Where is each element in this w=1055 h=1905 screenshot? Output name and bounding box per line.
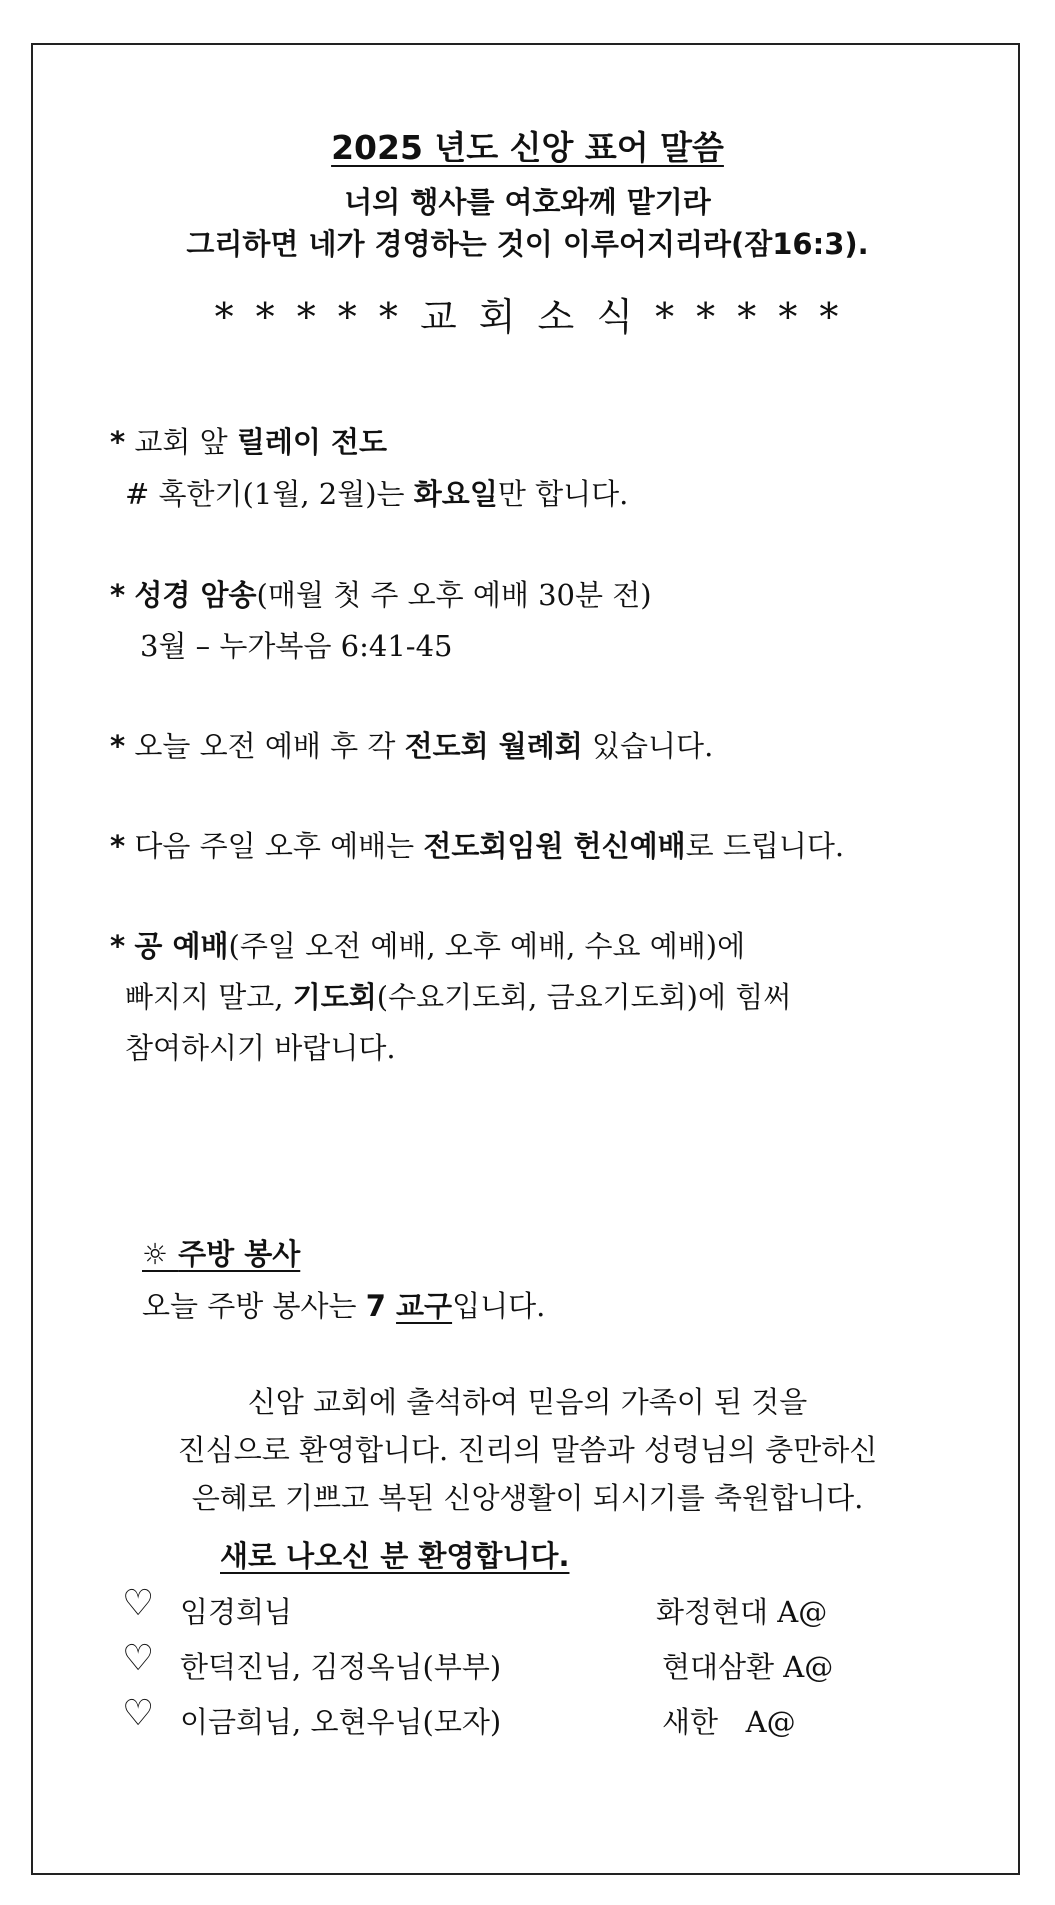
news-item-memorize: * 성경 암송(매월 첫 주 오후 예배 30분 전) <box>110 578 652 612</box>
newcomer-row <box>122 1583 154 1624</box>
kitchen-info: 오늘 주방 봉사는 7 교구입니다. <box>142 1289 546 1323</box>
newcomer-address: 현대삼환 A@ <box>662 1650 834 1684</box>
sun-icon: ☼ <box>142 1237 168 1271</box>
newcomer-address: 화정현대 A@ <box>656 1595 828 1629</box>
newcomer-row <box>122 1638 154 1679</box>
heart-icon: ♡ <box>122 1583 155 1624</box>
news-item-memorize-sub: 3월 – 누가복음 6:41-45 <box>140 629 453 663</box>
news-item-dedication-service: * 다음 주일 오후 예배는 전도회임원 헌신예배로 드립니다. <box>110 829 845 863</box>
heart-icon: ♡ <box>122 1638 155 1679</box>
newcomer-heading: 새로 나오신 분 환영합니다. <box>220 1539 570 1573</box>
news-item-worship-line2: 빠지지 말고, 기도회(수요기도회, 금요기도회)에 힘써 <box>125 980 792 1014</box>
motto-verse-line1: 너의 행사를 여호와께 맡기라 <box>344 185 711 219</box>
motto-title: 2025 년도 신앙 표어 말씀 <box>331 128 724 167</box>
newcomer-name: 임경희님 <box>180 1595 293 1629</box>
welcome-line1: 신암 교회에 출석하여 믿음의 가족이 된 것을 <box>247 1385 808 1419</box>
newcomer-name: 한덕진님, 김정옥님(부부) <box>180 1650 502 1684</box>
heart-icon: ♡ <box>122 1693 155 1734</box>
kitchen-title: ☼ 주방 봉사 <box>142 1237 301 1271</box>
news-item-worship: * 공 예배(주일 오전 예배, 오후 예배, 수요 예배)에 <box>110 929 746 963</box>
news-item-relay-sub: # 혹한기(1월, 2월)는 화요일만 합니다. <box>125 477 629 511</box>
news-item-relay: * 교회 앞 릴레이 전도 <box>110 425 388 459</box>
newcomer-name: 이금희님, 오현우님(모자) <box>180 1705 502 1739</box>
newcomer-address: 새한 A@ <box>662 1705 796 1739</box>
motto-verse-line2: 그리하면 네가 경영하는 것이 이루어지리라(잠16:3). <box>186 227 869 261</box>
news-item-monthly-meeting: * 오늘 오전 예배 후 각 전도회 월례회 있습니다. <box>110 729 714 763</box>
welcome-line3: 은혜로 기쁘고 복된 신앙생활이 되시기를 축원합니다. <box>191 1481 864 1515</box>
news-item-worship-line3: 참여하시기 바랍니다. <box>125 1031 396 1065</box>
welcome-line2: 진심으로 환영합니다. 진리의 말씀과 성령님의 충만하신 <box>177 1433 878 1467</box>
newcomer-row <box>122 1693 154 1734</box>
church-news-heading: * * * * * 교 회 소 식 * * * * * <box>214 295 841 339</box>
